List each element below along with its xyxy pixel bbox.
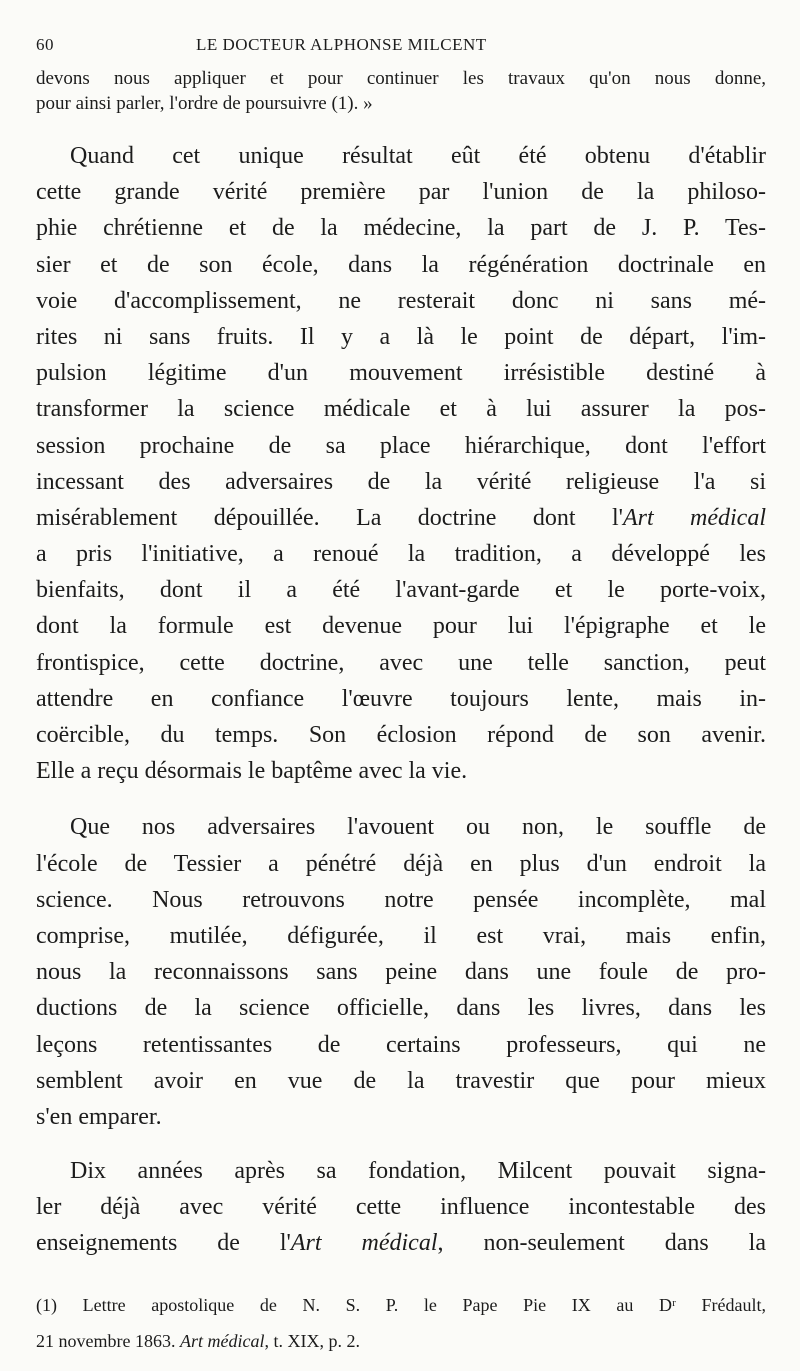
running-header xyxy=(36,30,766,60)
text-line: bienfaits, dont il a été l'avant-garde et le porte-voix, xyxy=(36,577,766,604)
text-line: pulsion légitime d'un mouvement irrésistible destiné à xyxy=(36,360,766,387)
text-line: incessant des adversaires de la vérité religieuse l'a si xyxy=(36,468,766,495)
text-segment: , t. XIX, p. 2. xyxy=(264,1331,360,1352)
main-text xyxy=(36,138,766,1262)
text-line: sier et de son école, dans la régénération doctrinale en xyxy=(36,251,766,278)
text-line: Quand cet unique résultat eût été obtenu d'établir xyxy=(70,143,766,169)
text-line: ler déjà avec vérité cette influence incontestable des xyxy=(36,1194,766,1221)
text-line: session prochaine de sa place hiérarchique, dont l'effort xyxy=(36,432,766,459)
text-line: science. Nous retrouvons notre pensée incomplète, mal xyxy=(36,886,766,913)
journal-title: Art médical xyxy=(622,504,766,531)
quotation-continuation xyxy=(36,66,766,116)
text-line: dont la formule est devenue pour lui l'épigraphe et le xyxy=(36,613,766,640)
text-line: comprise, mutilée, défigurée, il est vrai, mais enfin, xyxy=(36,922,766,949)
paragraph-spacing xyxy=(36,1135,766,1153)
page-number: 60 xyxy=(36,35,54,54)
text-line: Que nos adversaires l'avouent ou non, le souffle de xyxy=(70,814,766,841)
running-title: LE DOCTEUR ALPHONSE MILCENT xyxy=(196,35,487,54)
text-line: leçons retentissantes de certains professeurs, qui ne xyxy=(36,1031,766,1058)
text-segment: misérablement dépouillée. La doctrine dont l' xyxy=(36,504,623,531)
text-line: Dix années après sa fondation, Milcent pouvait signa- xyxy=(70,1158,766,1185)
paragraph-spacing xyxy=(36,789,766,809)
paragraph xyxy=(36,138,766,789)
text-segment: enseignements de l' xyxy=(36,1230,291,1257)
footnote xyxy=(36,1293,766,1365)
text-line: rites ni sans fruits. Il y a là le point de départ, l'im- xyxy=(36,323,766,350)
text-segment: , non-seulement dans la xyxy=(437,1230,766,1257)
journal-title: Art médical xyxy=(179,1331,265,1352)
paragraph xyxy=(36,1153,766,1262)
text-line: frontispice, cette doctrine, avec une telle sanction, peut xyxy=(36,649,766,676)
text-line: pour ainsi parler, l'ordre de poursuivre (1). » xyxy=(36,93,373,114)
text-line: ductions de la science officielle, dans les livres, dans les xyxy=(36,995,766,1022)
text-line: semblent avoir en vue de la travestir que pour mieux xyxy=(36,1067,766,1094)
text-line: transformer la science médicale et à lui assurer la pos- xyxy=(36,396,766,423)
text-line: devons nous appliquer et pour continuer les travaux qu'on nous donne, xyxy=(36,68,766,89)
text-line: cette grande vérité première par l'union de la philoso- xyxy=(36,179,766,206)
text-line xyxy=(36,500,766,536)
text-line: attendre en confiance l'œuvre toujours lente, mais in- xyxy=(36,685,766,712)
journal-title: Art médical xyxy=(290,1230,438,1257)
text-line: s'en emparer. xyxy=(36,1103,162,1130)
text-line: nous la reconnaissons sans peine dans une foule de pro- xyxy=(36,959,766,986)
paragraph xyxy=(36,809,766,1135)
text-line: voie d'accomplissement, ne resterait donc ni sans mé- xyxy=(36,287,766,314)
footnote-line xyxy=(36,1329,766,1365)
text-line: coërcible, du temps. Son éclosion répond de son avenir. xyxy=(36,722,766,748)
text-line: l'école de Tessier a pénétré déjà en plus d'un endroit la xyxy=(36,850,766,877)
text-line: phie chrétienne et de la médecine, la part de J. P. Tes- xyxy=(36,215,766,242)
text-line: a pris l'initiative, a renoué la tradition, a développé les xyxy=(36,541,766,568)
text-line xyxy=(36,1225,766,1261)
text-segment: 21 novembre 1863. xyxy=(36,1331,180,1352)
footnote-line: (1) Lettre apostolique de N. S. P. le Pape Pie IX au Dʳ Frédault, xyxy=(36,1295,766,1315)
text-line: Elle a reçu désormais le baptême avec la vie. xyxy=(36,758,468,785)
